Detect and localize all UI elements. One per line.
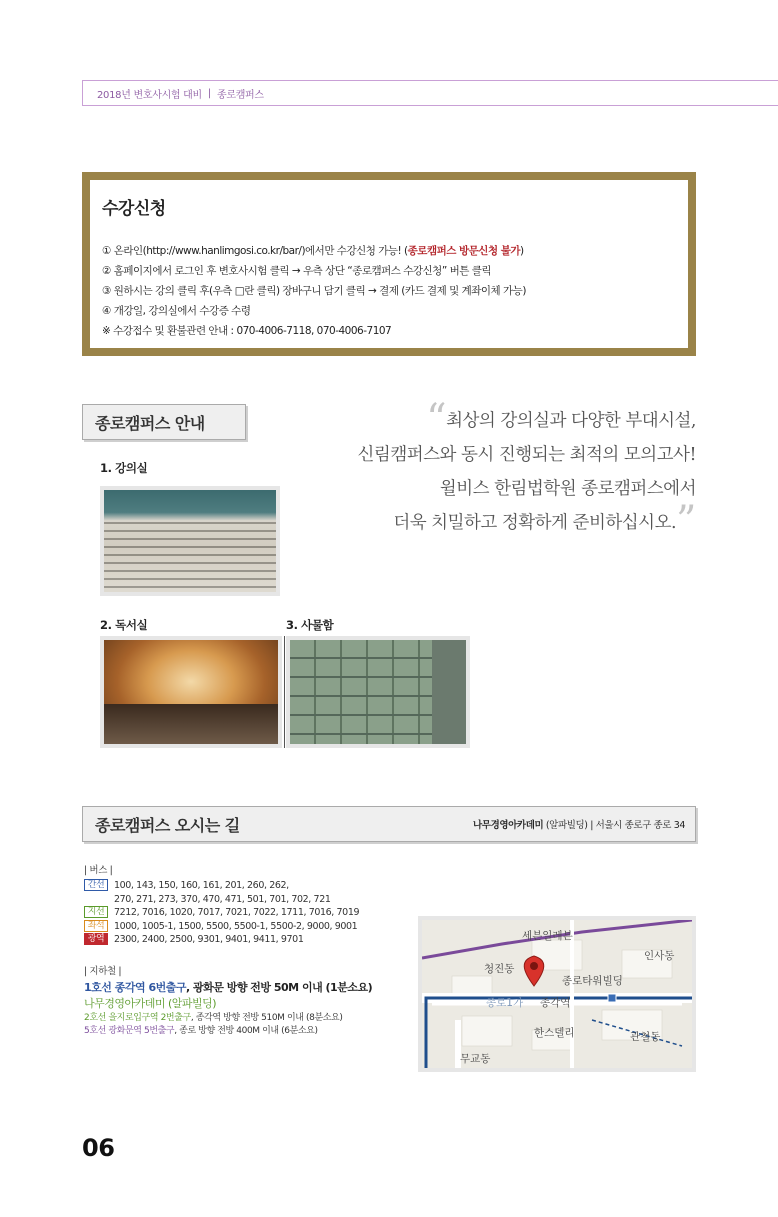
trunk-bus-numbers-2: 270, 271, 273, 370, 470, 471, 501, 701, 702, 721 (114, 893, 331, 905)
step1-text: ① 온라인(http://www.hanlimgosi.co.kr/bar/)에서만 수강신청 가능! ( (102, 245, 408, 257)
header-exam-title: 2018년 변호사시험 대비 (97, 89, 202, 101)
map-label-seven-eleven: 세븐일레븐 (522, 930, 573, 942)
address-street: (알파빌딩) | 서울시 종로구 종로 34 (543, 820, 685, 831)
map-label-gwancheol: 관철동 (630, 1031, 661, 1043)
branch-bus-numbers: 7212, 7016, 1020, 7017, 7021, 7022, 1711, 7016, 7019 (114, 907, 360, 918)
registration-step-4: ④ 개강일, 강의실에서 수강증 수령 (102, 305, 251, 317)
lecture-room-photo (100, 486, 280, 596)
caption-lecture-room: 1. 강의실 (100, 461, 148, 475)
close-quote-mark: ” (676, 498, 696, 544)
subway-line-1 (84, 980, 414, 996)
bus-heading: | 버스 | (84, 865, 113, 876)
running-header (82, 80, 778, 106)
seat-bus-tag: 좌석 (84, 920, 108, 932)
subway-line-2 (84, 1012, 414, 1025)
bus-row-seat (84, 920, 414, 934)
registration-step-3: ③ 원하시는 강의 클릭 후(우측 □란 클릭) 장바구니 담기 클릭 → 결제 (카드 결제 및 계좌이체 가능) (102, 285, 526, 297)
wide-bus-tag: 광역 (84, 933, 108, 945)
line5-exit: 5호선 광화문역 5번출구 (84, 1025, 175, 1036)
page-number: 06 (82, 1134, 115, 1162)
map-label-cheongjin: 청진동 (484, 963, 515, 975)
address-building: 나무경영아카데미 (473, 820, 544, 831)
line2-direction: , 종각역 방향 전방 510M 이내 (8분소요) (190, 1012, 343, 1023)
quote-line-2: 신림캠퍼스와 동시 진행되는 최적의 모의고사! (357, 445, 696, 465)
header-campus: 종로캠퍼스 (216, 89, 264, 101)
trunk-bus-numbers-1: 100, 143, 150, 160, 161, 201, 260, 262, (114, 880, 289, 891)
line1-direction: , 광화문 방향 전방 50M 이내 (1분소요) (185, 980, 373, 994)
open-quote-mark: “ (426, 396, 447, 442)
line5-direction: , 종로 방향 전방 400M 이내 (6분소요) (174, 1025, 318, 1036)
map-label-insadong: 인사동 (644, 950, 675, 962)
line2-exit: 2호선 을지로입구역 2번출구 (84, 1012, 191, 1023)
registration-step-1 (102, 241, 676, 261)
registration-contact (102, 321, 676, 341)
quote-line-1: 최상의 강의실과 다양한 부대시설, (446, 411, 696, 431)
locker-photo (286, 636, 470, 748)
quote-line-3: 윌비스 한림법학원 종로캠퍼스에서 (439, 479, 696, 499)
header-separator: | (207, 87, 211, 99)
bus-row-branch (84, 906, 414, 920)
bus-row-trunk (84, 879, 414, 906)
map-graphic (422, 920, 692, 1068)
caption-study-room: 2. 독서실 (100, 618, 148, 632)
directions-heading (82, 806, 696, 842)
campus-quote (276, 396, 696, 544)
registration-title: 수강신청 (102, 199, 166, 219)
map-label-hansdeli: 한스델리 (534, 1027, 575, 1039)
photo-divider (284, 636, 285, 748)
line1-exit: 1호선 종각역 6번출구 (84, 980, 186, 994)
seat-bus-numbers: 1000, 1005-1, 1500, 5500, 5500-1, 5500-2, 9000, 9001 (114, 920, 358, 932)
registration-box (82, 172, 696, 356)
step1-close: ) (520, 245, 524, 257)
no-visit-warning: 종로캠퍼스 방문신청 불가 (407, 245, 521, 257)
map-label-jonggak-station: 종각역 (540, 997, 571, 1009)
transit-info (84, 862, 414, 1038)
campus-map (418, 916, 696, 1072)
study-room-photo (100, 636, 282, 748)
registration-step-2: ② 홈페이지에서 로그인 후 변호사시험 클릭 → 우측 상단 “종로캠퍼스 수강신청” 버튼 클릭 (102, 265, 492, 277)
campus-address (473, 817, 685, 831)
branch-bus-tag: 지선 (84, 906, 108, 918)
contact-phone: 070-4006-7118, 070-4006-7107 (236, 325, 392, 337)
map-label-jongno-tower: 종로타워빌딩 (562, 975, 623, 987)
subway-line-5 (84, 1025, 414, 1038)
map-label-jongno1ga: 종로1가 (486, 997, 524, 1009)
contact-label: ※ 수강접수 및 환불관련 안내 : (102, 325, 237, 337)
subway-destination: 나무경영아카데미 (알파빌딩) (84, 996, 217, 1010)
quote-line-4: 더욱 치밀하고 정확하게 준비하십시오. (393, 513, 677, 533)
trunk-bus-tag: 간선 (84, 879, 108, 891)
map-label-mugyo: 무교동 (460, 1053, 491, 1065)
directions-title: 종로캠퍼스 오시는 길 (95, 815, 240, 835)
caption-locker: 3. 사물함 (286, 618, 334, 632)
wide-bus-numbers: 2300, 2400, 2500, 9301, 9401, 9411, 9701 (114, 934, 304, 945)
subway-heading: | 지하철 | (84, 965, 122, 977)
bus-row-wide (84, 933, 414, 947)
campus-guide-heading: 종로캠퍼스 안내 (82, 404, 246, 440)
